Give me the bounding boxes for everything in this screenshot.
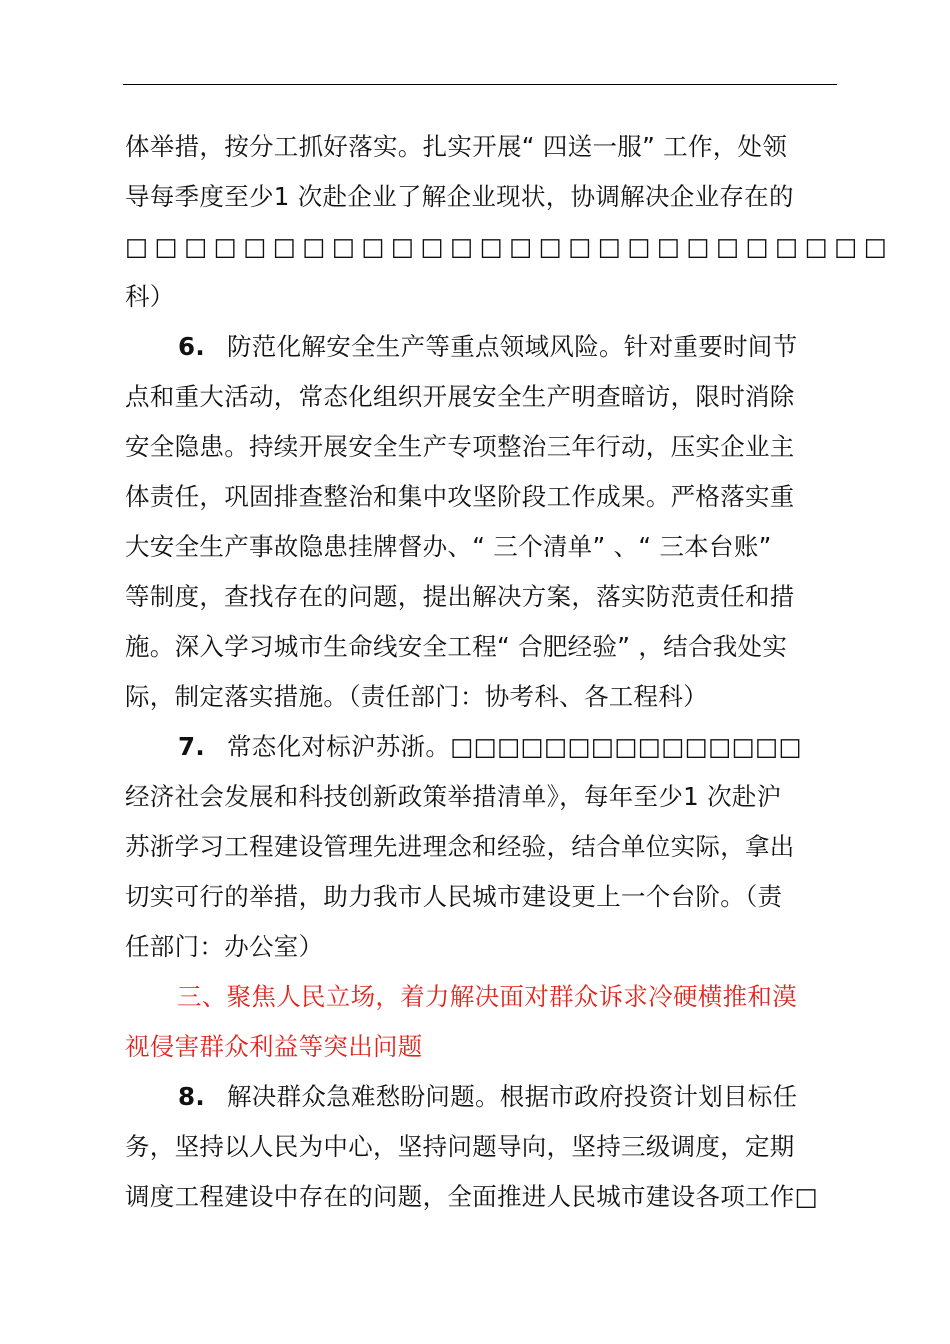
item-number: 7.	[178, 732, 205, 761]
text-line: 调度工程建设中存在的问题，全面推进人民城市建设各项工作□	[125, 1182, 819, 1211]
text-line: 务，坚持以人民为中心，坚持问题导向，坚持三级调度，定期	[125, 1132, 795, 1161]
text-line: 体责任，巩固排查整治和集中攻坚阶段工作成果。严格落实重	[125, 482, 795, 511]
text-line: 科）	[125, 282, 175, 311]
text-line: 等制度，查找存在的问题，提出解决方案，落实防范责任和措	[125, 582, 795, 611]
text-line: 点和重大活动，常态化组织开展安全生产明查暗访，限时消除	[125, 382, 795, 411]
item-number: 6.	[178, 332, 205, 361]
text-line: 大安全生产事故隐患挂牌督办、“ 三个清单” 、“ 三本台账”	[125, 532, 772, 561]
item-text: 解决群众急难愁盼问题。根据市政府投资计划目标任	[227, 1082, 798, 1111]
list-item-8	[125, 1079, 797, 1115]
item-number: 8.	[178, 1082, 205, 1111]
section-heading: 三、聚焦人民立场，着力解决面对群众诉求冷硬横推和漠	[177, 982, 797, 1011]
text-line: □□□□□□□□□□□□□□□□□□□□□□□□□□	[125, 232, 894, 261]
text-line: 经济社会发展和科技创新政策举措清单》，每年至少1 次赴沪	[125, 782, 782, 811]
text-line: 施。深入学习城市生命线安全工程“ 合肥经验” ，结合我处实	[125, 632, 788, 661]
section-heading-cont: 视侵害群众利益等突出问题	[125, 1032, 423, 1061]
text-line: 安全隐患。持续开展安全生产专项整治三年行动，压实企业主	[125, 432, 795, 461]
list-item-6	[125, 329, 797, 365]
text-line: 体举措，按分工抓好落实。扎实开展“ 四送一服” 工作，处领	[125, 132, 788, 161]
text-line: 际，制定落实措施。（责任部门：协考科、各工程科）	[125, 682, 708, 711]
item-text: 常态化对标沪苏浙。□□□□□□□□□□□□□□□	[227, 732, 802, 761]
text-line: 苏浙学习工程建设管理先进理念和经验，结合单位实际，拿出	[125, 832, 795, 861]
item-text: 防范化解安全生产等重点领域风险。针对重要时间节	[227, 332, 798, 361]
list-item-7	[125, 729, 802, 765]
text-line: 任部门：办公室）	[125, 932, 324, 961]
text-line: 切实可行的举措，助力我市人民城市建设更上一个台阶。（责	[125, 882, 783, 911]
header-rule	[123, 84, 837, 85]
text-line: 导每季度至少1 次赴企业了解企业现状，协调解决企业存在的	[125, 182, 794, 211]
